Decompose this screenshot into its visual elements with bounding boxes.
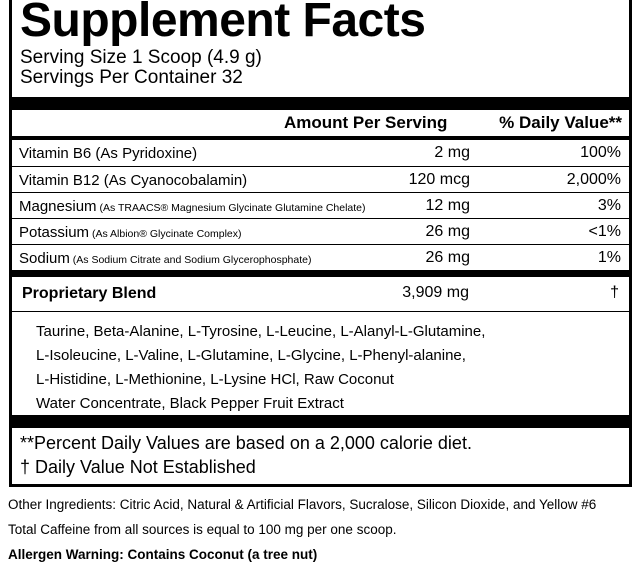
other-ingredients: Other Ingredients: Citric Acid, Natural & Artificial Flavors, Sucralose, Silicon Dioxide, and Yellow #6: [8, 497, 597, 512]
ingredient-line: Water Concentrate, Black Pepper Fruit Extract: [36, 395, 344, 412]
nutrient-amount: 120 mcg: [408, 171, 470, 188]
column-header-row: [12, 110, 629, 136]
nutrient-row: [12, 192, 629, 218]
header-amount: Amount Per Serving: [284, 113, 448, 132]
footnote-dagger: † Daily Value Not Established: [20, 457, 256, 477]
nutrient-amount: 26 mg: [425, 223, 470, 240]
caffeine-statement: Total Caffeine from all sources is equal to 100 mg per one scoop.: [8, 522, 397, 537]
blend-name: Proprietary Blend: [22, 285, 157, 302]
footnote-daily-values: **Percent Daily Values are based on a 2,000 calorie diet.: [20, 433, 472, 453]
nutrient-name: Vitamin B12 (As Cyanocobalamin): [19, 172, 248, 189]
nutrient-row: [12, 166, 629, 192]
panel-title: Supplement Facts: [20, 0, 426, 47]
nutrient-daily-value: 3%: [597, 197, 621, 214]
nutrient-name: Magnesium (As TRAACS® Magnesium Glycinate Glutamine Chelate): [19, 198, 366, 215]
allergen-warning: Allergen Warning: Contains Coconut (a tree nut): [8, 547, 318, 562]
nutrient-daily-value: <1%: [588, 223, 621, 240]
nutrient-daily-value: 1%: [597, 249, 621, 266]
nutrient-name: Vitamin B6 (As Pyridoxine): [19, 145, 198, 162]
nutrient-daily-value: 2,000%: [566, 171, 621, 188]
nutrient-amount: 2 mg: [434, 144, 470, 161]
thick-divider-bottom: [12, 415, 629, 428]
nutrient-amount: 12 mg: [425, 197, 470, 214]
ingredient-line: L-Histidine, L-Methionine, L-Lysine HCl, Raw Coconut: [36, 371, 394, 388]
ingredient-line: Taurine, Beta-Alanine, L-Tyrosine, L-Leucine, L-Alanyl-L-Glutamine,: [36, 323, 486, 340]
ingredient-line: L-Isoleucine, L-Valine, L-Glutamine, L-Glycine, L-Phenyl-alanine,: [36, 347, 466, 364]
supplement-facts-panel: [9, 0, 632, 487]
blend-daily-value: †: [610, 284, 619, 301]
proprietary-blend-row: [12, 276, 629, 312]
nutrient-name: Sodium (As Sodium Citrate and Sodium Glycerophosphate): [19, 250, 312, 267]
nutrient-amount: 26 mg: [425, 249, 470, 266]
nutrient-row: [12, 140, 629, 166]
header-daily-value: % Daily Value**: [499, 113, 622, 132]
serving-size: Serving Size 1 Scoop (4.9 g): [20, 47, 262, 68]
nutrient-daily-value: 100%: [580, 144, 621, 161]
blend-amount: 3,909 mg: [402, 284, 469, 301]
thick-divider-top: [12, 97, 629, 110]
nutrient-name: Potassium (As Albion® Glycinate Complex): [19, 224, 242, 241]
nutrient-row: [12, 218, 629, 244]
nutrient-row: [12, 244, 629, 270]
servings-per-container: Servings Per Container 32: [20, 67, 243, 88]
blend-ingredients: [36, 320, 536, 416]
